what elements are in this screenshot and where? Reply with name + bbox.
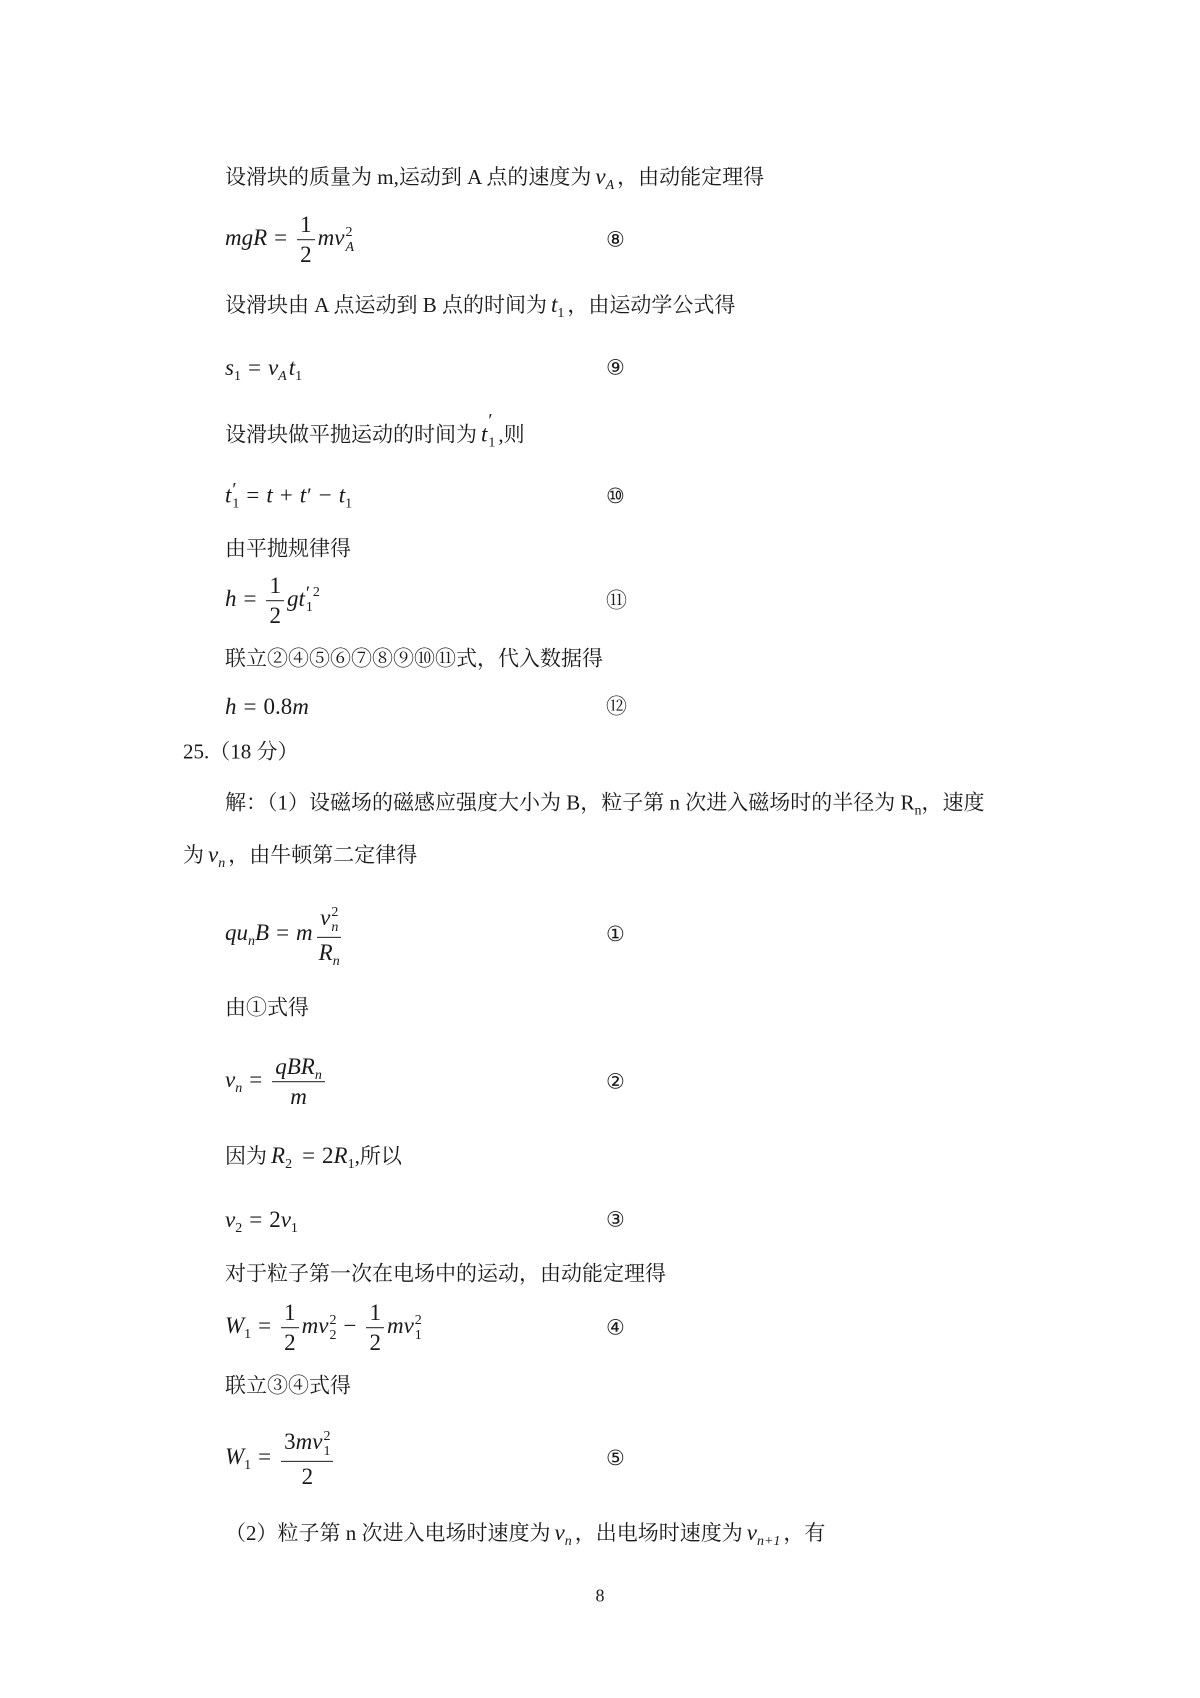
equals-sign: =	[249, 1207, 263, 1233]
equals-sign: =	[247, 355, 261, 381]
math-subscript: A	[345, 240, 355, 255]
paragraph-text: ，速度	[921, 790, 985, 815]
math-subscript: n	[235, 1080, 243, 1096]
equals-sign: =	[258, 1443, 272, 1469]
math-variable: v	[320, 905, 331, 931]
equation-2	[225, 1054, 625, 1110]
math-variable: v	[280, 1207, 291, 1233]
math-prime: ′	[305, 583, 311, 604]
paragraph-text: （2）粒子第 n 次进入电场时速度为	[225, 1521, 551, 1546]
equation-9	[225, 353, 625, 385]
math-number: 2	[269, 1207, 281, 1233]
paragraph-text: ，出电场时速度为	[574, 1521, 743, 1546]
math-subscript: 1	[323, 1443, 331, 1459]
math-subscript: 1	[233, 369, 241, 385]
equation-number: ⑫	[606, 694, 627, 719]
math-subscript: n	[314, 1068, 322, 1084]
equals-sign: =	[302, 1143, 316, 1169]
math-variable: qBR	[275, 1054, 315, 1080]
math-variable: R	[318, 939, 333, 965]
fraction	[272, 1054, 325, 1110]
paragraph-text: 由平抛规律得	[225, 536, 351, 561]
paragraph-line	[225, 1141, 402, 1171]
paragraph-line	[225, 1518, 825, 1548]
fraction	[266, 573, 284, 629]
math-subscript: A	[278, 369, 287, 385]
paragraph-line	[225, 290, 735, 320]
math-sup-sub	[345, 225, 354, 255]
fraction	[281, 1429, 333, 1489]
math-variable: s	[225, 355, 234, 381]
math-subscript: 1	[232, 496, 240, 512]
math-variable: mv	[386, 1312, 414, 1338]
math-subscript: n	[218, 856, 226, 872]
equation-number: ⑧	[606, 227, 625, 252]
math-sup-sub	[488, 410, 496, 451]
math-subscript: 2	[285, 1157, 293, 1173]
math-subscript: 1	[244, 1326, 252, 1342]
equation-number: ②	[606, 1069, 625, 1094]
paragraph-text: ,所以	[354, 1144, 402, 1169]
math-sup-sub	[331, 905, 338, 935]
equals-sign: =	[276, 919, 290, 945]
math-subscript: 2	[329, 1328, 337, 1343]
math-variable: gt	[286, 585, 305, 611]
variable-symbol: t	[551, 292, 558, 318]
paragraph-line	[225, 994, 309, 1021]
paragraph-text: 设滑块的质量为 m,运动到 A 点的速度为	[225, 165, 592, 190]
math-prime: ′	[232, 479, 237, 501]
math-superscript: 2	[329, 1313, 337, 1328]
math-variable	[333, 1143, 355, 1173]
math-subscript: n	[564, 1534, 572, 1550]
math-subscript: 1	[305, 600, 313, 615]
paragraph-text: 由①式得	[225, 995, 309, 1020]
math-subscript: 1	[557, 306, 565, 322]
math-prime: ′	[307, 483, 312, 508]
equation-5	[225, 1428, 625, 1489]
fraction	[281, 1300, 299, 1356]
variable-symbol: t	[481, 421, 488, 447]
question-heading	[183, 738, 299, 765]
paragraph-text: 为	[183, 843, 204, 868]
math-subscript: 2	[235, 1221, 243, 1237]
math-variable	[208, 842, 226, 872]
paragraph-text: 解：（1）设磁场的磁感应强度大小为 B，粒子第 n 次进入磁场时的半径为 R	[225, 790, 915, 815]
fraction	[316, 904, 343, 969]
variable-symbol: R	[333, 1143, 348, 1169]
math-subscript: 1	[347, 1157, 355, 1173]
math-subscript: 1	[488, 435, 496, 451]
fraction-numerator: 1	[266, 573, 284, 601]
paragraph-text: 因为	[225, 1144, 267, 1169]
math-subscript: n	[914, 803, 922, 819]
math-superscript: 2	[312, 584, 320, 600]
math-variable: mgR	[225, 224, 268, 250]
math-variable	[554, 1520, 572, 1550]
math-superscript: 2	[414, 1313, 422, 1328]
equation-number: ⑩	[606, 483, 625, 508]
math-subscript: n	[331, 919, 339, 935]
math-subscript: A	[605, 178, 615, 194]
math-subscript: n	[332, 953, 340, 969]
equation-3	[225, 1205, 625, 1237]
equals-sign: =	[249, 1066, 263, 1092]
math-variable	[271, 1143, 293, 1173]
math-sup-sub	[323, 1429, 330, 1459]
math-variable	[595, 164, 615, 194]
page-number: 8	[595, 1585, 605, 1606]
math-variable: h	[225, 585, 237, 611]
math-variable: W	[225, 1443, 245, 1469]
question-heading-text: 25.（18 分）	[183, 739, 299, 764]
paragraph-text: 联立②④⑤⑥⑦⑧⑨⑩⑪式，代入数据得	[225, 646, 603, 671]
math-variable: v	[225, 1066, 236, 1092]
math-variable	[551, 292, 565, 322]
math-superscript: 2	[331, 904, 339, 920]
equals-sign: =	[274, 224, 288, 250]
equals-sign: =	[243, 585, 257, 611]
equation-11	[225, 573, 627, 629]
paragraph-line	[225, 535, 351, 562]
paragraph-text: ，由牛顿第二定律得	[228, 843, 418, 868]
math-variable: h	[225, 694, 237, 720]
math-variable: mv	[295, 1429, 323, 1455]
paragraph-line	[225, 1260, 666, 1287]
math-sup-sub	[232, 479, 240, 512]
math-subscript: 1	[414, 1328, 422, 1343]
fraction	[366, 1300, 384, 1356]
math-variable: W	[225, 1312, 245, 1338]
equation-10	[225, 479, 625, 512]
math-subscript: n+1	[756, 1534, 781, 1550]
equals-sign: =	[258, 1312, 272, 1338]
math-variable	[481, 410, 496, 451]
math-variable: v	[225, 1207, 236, 1233]
fraction-denominator: 2	[269, 603, 281, 629]
paragraph-text: 设滑块做平抛运动的时间为	[225, 422, 477, 447]
math-variable: t	[266, 482, 273, 508]
math-sup-sub	[329, 1313, 336, 1343]
paragraph-text: 对于粒子第一次在电场中的运动，由动能定理得	[225, 1261, 666, 1286]
paragraph-text: ,则	[498, 422, 525, 447]
variable-symbol: v	[208, 842, 219, 868]
math-variable: v	[267, 355, 279, 381]
math-number: 3	[284, 1429, 296, 1455]
fraction-denominator: m	[290, 1084, 307, 1110]
fraction-numerator: 1	[297, 212, 315, 240]
math-superscript: 2	[323, 1428, 331, 1444]
math-variable	[746, 1520, 781, 1550]
plus-sign: +	[279, 482, 293, 508]
equals-sign: =	[246, 482, 260, 508]
fraction-denominator	[316, 938, 343, 969]
fraction-denominator: 2	[369, 1330, 381, 1356]
fraction	[297, 212, 315, 268]
math-unit: m	[292, 694, 309, 720]
paragraph-line	[225, 645, 603, 672]
equation-number: ③	[606, 1207, 625, 1232]
math-subscript: 1	[290, 1221, 298, 1237]
math-number: 0.8	[263, 694, 293, 720]
math-variable: t	[299, 482, 307, 508]
fraction-numerator: 1	[366, 1300, 384, 1328]
math-variable: m	[296, 919, 313, 945]
variable-symbol: v	[554, 1520, 565, 1546]
equation-number: ⑨	[606, 355, 625, 380]
math-number: 2	[322, 1143, 334, 1169]
equation-number: ⑪	[606, 588, 627, 613]
paragraph-text: 联立③④式得	[225, 1373, 351, 1398]
math-prime: ′	[488, 410, 493, 432]
equation-8	[225, 212, 625, 268]
math-sup-sub	[415, 1313, 422, 1343]
math-sup-sub	[305, 583, 313, 615]
paragraph-text: ，由运动学公式得	[567, 293, 736, 318]
variable-symbol: v	[595, 164, 606, 190]
minus-sign: −	[318, 482, 332, 508]
fraction-numerator	[281, 1429, 333, 1462]
math-subscript: 1	[345, 496, 353, 512]
paragraph-line	[225, 162, 764, 192]
equation-number: ⑤	[606, 1446, 625, 1471]
math-subscript: n	[248, 933, 255, 949]
paragraph-text: ，由动能定理得	[617, 165, 765, 190]
equation-number: ①	[606, 922, 625, 947]
math-variable: t	[338, 482, 346, 508]
fraction-denominator: 2	[300, 242, 312, 268]
math-variable: t	[225, 482, 232, 508]
fraction-numerator: 1	[281, 1300, 299, 1328]
paragraph-text: 设滑块由 A 点运动到 B 点的时间为	[225, 293, 548, 318]
math-subscript: 1	[295, 369, 303, 385]
paragraph-text: ，有	[783, 1521, 826, 1546]
math-variable: mv	[301, 1312, 329, 1338]
variable-symbol: v	[746, 1520, 757, 1546]
fraction-numerator	[317, 905, 341, 938]
minus-sign: −	[343, 1312, 357, 1338]
equation-number: ④	[606, 1315, 625, 1340]
fraction-denominator: 2	[301, 1463, 314, 1489]
math-variable: qu	[225, 919, 248, 945]
paragraph-line	[225, 789, 985, 819]
paragraph-line	[225, 410, 525, 451]
paragraph-line	[183, 840, 417, 870]
equation-1	[225, 904, 625, 969]
equals-sign: =	[243, 694, 257, 720]
math-variable: t	[288, 355, 296, 381]
fraction-numerator	[272, 1054, 325, 1082]
fraction-denominator: 2	[284, 1330, 296, 1356]
math-superscript: 2	[345, 225, 353, 240]
equation-4	[225, 1300, 625, 1356]
math-variable: B	[255, 919, 270, 945]
equation-12	[225, 692, 627, 722]
math-variable: mv	[317, 224, 345, 250]
paragraph-line	[225, 1372, 351, 1399]
math-subscript: 1	[244, 1457, 252, 1473]
variable-symbol: R	[271, 1143, 286, 1169]
